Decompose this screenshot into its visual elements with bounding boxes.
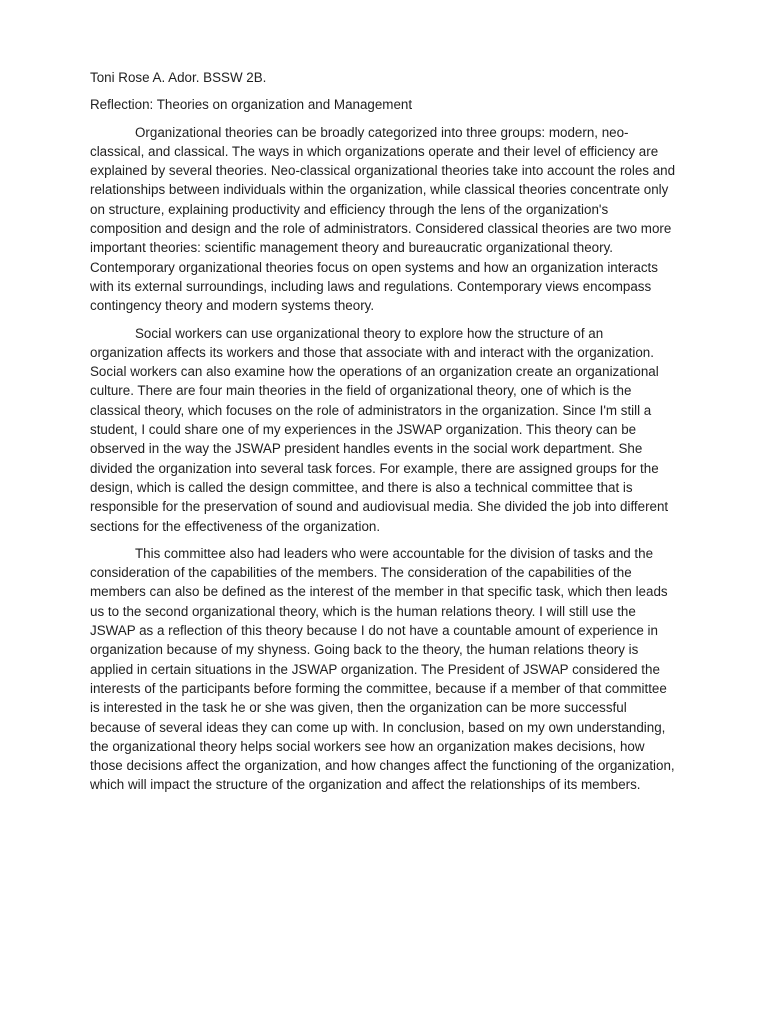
paragraph-2: Social workers can use organizational theory to explore how the structure of an organization affects its workers and those that associate with and interact with the organization. Social workers can also examine how the operations of an organization create an organizational culture. There are four main theories in the field of organizational theory, one of which is the classical theory, which focuses on the role of administrators in the organization. Since I'm still a student, I could share one of my experiences in the JSWAP organization. This theory can be observed in the way the JSWAP president handles events in the social work department. She divided the organization into several task forces. For example, there are assigned groups for the design, which is called the design committee, and there is also a technical committee that is responsible for the preservation of sound and audiovisual media. She divided the job into different sections for the effectiveness of the organization. xyxy=(90,325,669,534)
author-line: Toni Rose A. Ador. BSSW 2B. xyxy=(90,70,267,85)
document-body xyxy=(90,68,678,803)
document-title: Reflection: Theories on organization and Management xyxy=(90,97,413,113)
paragraph-1: Organizational theories can be broadly categorized into three groups: modern, neo-classical, and classical. The ways in which organizations operate and their level of efficiency are explained by several theories. Neo-classical organizational theories take into account the roles and relationships between individuals within the organization, while classical theories concentrate only on structure, explaining productivity and efficiency through the lens of the organization's composition and design and the role of administrators. Considered classical theories are two more important theories: scientific management theory and bureaucratic organizational theory. Contemporary organizational theories focus on open systems and how an organization interacts with its external surroundings, including laws and regulations. Contemporary views encompass contingency theory and modern systems theory. xyxy=(90,124,676,314)
paragraph-3: This committee also had leaders who were accountable for the division of tasks and the consideration of the capabilities of the members. The consideration of the capabilities of the members can also be defined as the interest of the member in that specific task, which then leads us to the second organizational theory, which is the human relations theory. I will still use the JSWAP as a reflection of this theory because I do not have a countable amount of experience in organization because of my shyness. Going back to the theory, the human relations theory is applied in certain situations in the JSWAP organization. The President of JSWAP considered the interests of the participants before forming the committee, because if a member of that committee is interested in the task he or she was given, then the organization can be more successful because of several ideas they can come up with. In conclusion, based on my own understanding, the organizational theory helps social workers see how an organization makes decisions, how those decisions affect the organization, and how changes affect the functioning of the organization, which will impact the structure of the organization and affect the relationships of its members. xyxy=(90,545,675,793)
